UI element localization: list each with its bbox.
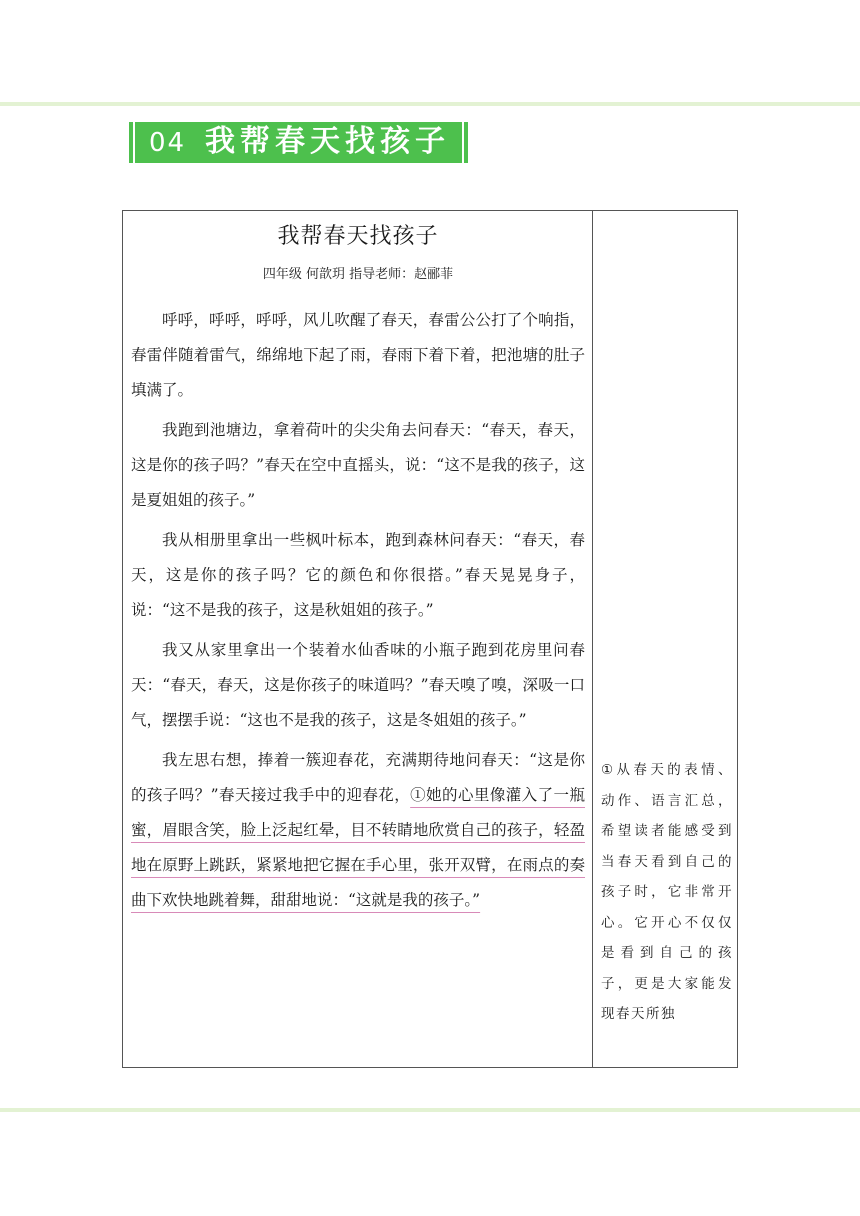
essay-body xyxy=(131,303,585,918)
highlighted-sentence: ①她的心里像灌入了一瓶蜜，眉眼含笑，脸上泛起红晕，目不转睛地欣赏自己的孩子，轻盈地在原野上跳跃，紧紧地把它握在手心里，张开双臂，在雨点的奏曲下欢快地跳着舞，甜甜地说：“这就是我的孩子。” xyxy=(131,786,585,909)
essay-table xyxy=(122,210,738,1068)
essay-paragraph-4: 我又从家里拿出一个装着水仙香味的小瓶子跑到花房里问春天：“春天，春天，这是你孩子的味道吗？”春天嗅了嗅，深吸一口气，摆摆手说：“这也不是我的孩子，这是冬姐姐的孩子。” xyxy=(131,641,585,729)
essay-paragraph-5 xyxy=(131,743,585,918)
chapter-number: 04 xyxy=(149,128,187,158)
essay-byline: 四年级 何歆玥 指导老师：赵郦菲 xyxy=(262,267,454,282)
essay-title: 我帮春天找孩子 xyxy=(277,224,439,249)
footer-rule xyxy=(0,1108,860,1112)
essay-paragraph-1: 呼呼，呼呼，呼呼，风儿吹醒了春天，春雷公公打了个响指，春雷伴随着雷气，绵绵地下起了雨，春雨下着下着，把池塘的肚子填满了。 xyxy=(131,311,585,399)
essay-paragraph-5-text: 我左思右想，捧着一簇迎春花，充满期待地问春天：“这是你的孩子吗？”春天接过我手中的迎春花， xyxy=(131,751,585,804)
essay-column xyxy=(131,211,585,918)
essay-paragraph-2: 我跑到池塘边，拿着荷叶的尖尖角去问春天：“春天，春天，这是你的孩子吗？”春天在空中直摇头，说：“这不是我的孩子，这是夏姐姐的孩子。” xyxy=(131,421,585,509)
column-divider xyxy=(592,211,593,1067)
header-rule xyxy=(0,102,860,106)
essay-paragraph-3: 我从相册里拿出一些枫叶标本，跑到森林问春天：“春天，春天，这是你的孩子吗？它的颜色和你很搭。”春天晃晃身子，说：“这不是我的孩子，这是秋姐姐的孩子。” xyxy=(131,531,585,619)
chapter-title: 我帮春天找孩子 xyxy=(205,124,450,159)
annotation-note: ①从春天的表情、动作、语言汇总，希望读者能感受到当春天看到自己的孩子时，它非常开心。它开心不仅仅是看到自己的孩子，更是大家能发现春天所独 xyxy=(601,762,733,1022)
chapter-banner xyxy=(129,122,468,163)
